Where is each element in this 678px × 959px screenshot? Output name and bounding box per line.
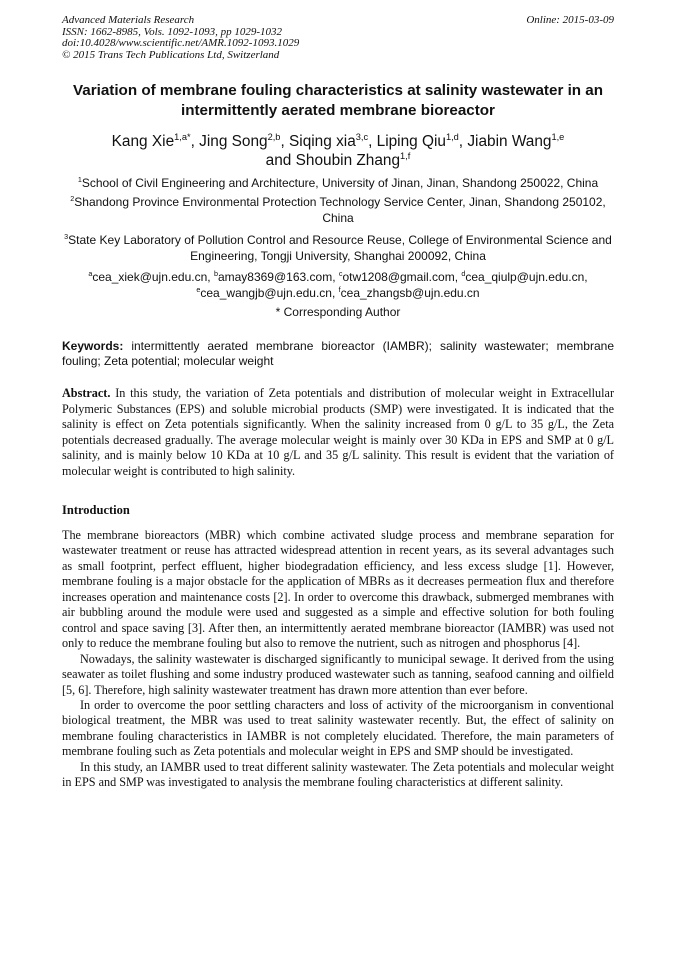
email[interactable]: $^d$cea_qiulp@ujn.edu.cn, bbox=[461, 269, 588, 284]
paragraph: In order to overcome the poor settling characters and loss of activity of the microorganism in conventional biological treatment, the MBR was used to treat salinity wastewater recently. But, the effect of salinity on membrane fouling characteristics in IAMBR is not completely elucidated. Therefore, the main parameters of membrane fouling such as Zeta potentials and molecular weight in EPS and SMP should be investigated. bbox=[62, 697, 614, 759]
keywords-label: Keywords: bbox=[62, 339, 124, 353]
keywords-block bbox=[62, 339, 614, 369]
introduction-body bbox=[62, 528, 614, 791]
paragraph: Nowadays, the salinity wastewater is discharged significantly to municipal sewage. It derived from the using seawater as toilet flushing and some industry produced wastewater such as tanning, seafood canning and oilfield [5, 6]. Therefore, high salinity wastewater treatment has drawn more attention than ever before. bbox=[62, 651, 614, 697]
author-list: Kang Xie$^{1,a*}$, Jing Song$^{2,b}$, Siqing xia$^{3,c}$, Liping Qiu$^{1,d}$, Jiabin Wang$^{1,e}$ and Shoubin Zhang$^{1,f}$ bbox=[111, 131, 565, 169]
paragraph: The membrane bioreactors (MBR) which combine activated sludge process and membrane separation for wastewater treatment or reuse has attracted widespread attention in recent years, as its several advantages such as small footprint, perfect effluent, higher biodegradation efficiency, and less excess sludge [1]. However, membrane fouling is a major obstacle for the application of MBRs as it decreases permeation flux and therefore increases operation and maintenance costs [2]. In order to overcome this drawback, submerged membranes with air bubbling around the module were used and suggested as a simple and effective solution for both fouling control and space saving [3]. After then, an intermittently aerated membrane bioreactor (IAMBR) was used not only to reduce the membrane fouling but also to remove the nutrient, such as nitrogen and phosphorus [4]. bbox=[62, 528, 614, 651]
keywords-text: intermittently aerated membrane bioreactor (IAMBR); salinity wastewater; membrane fouling; Zeta potential; molecular weight bbox=[62, 339, 614, 368]
affiliation: $^2$Shandong Province Environmental Protection Technology Service Center, Jinan, Shandong 250102, China bbox=[70, 194, 606, 225]
abstract-text: In this study, the variation of Zeta potentials and distribution of molecular weight in Extracellular Polymeric Substances (EPS) and soluble microbial products (SMP) were investigated. It is indicated that the salinity is effect on Zeta potentials significantly. When the salinity increased from 0 g/L to 35 g/L, the Zeta potentials decreased gradually. The average molecular weight is mainly over 30 KDa in EPS and SMP at 0 g/L salinity, and is mainly below 10 KDa at 10 g/L and 35 g/L salinity. This result is evident that the variation of molecular weight is contributed to high salinity. bbox=[62, 386, 614, 478]
author: Shoubin Zhang$^{1,f}$ bbox=[295, 150, 411, 169]
journal-header bbox=[62, 15, 299, 61]
email[interactable]: $^b$amay8369@163.com bbox=[213, 269, 333, 284]
abstract-label: Abstract. bbox=[62, 386, 111, 400]
abstract bbox=[62, 386, 614, 479]
affiliation: $^3$State Key Laboratory of Pollution Control and Resource Reuse, College of Environmental Science and Engineering, Tongji University, Shanghai 200092, China bbox=[64, 232, 612, 263]
author: Jing Song$^{2,b}$ bbox=[199, 131, 281, 150]
corresponding-author-note: * Corresponding Author bbox=[275, 305, 401, 319]
journal-name: Advanced Materials Research bbox=[62, 14, 195, 26]
online-date: Online: 2015-03-09 bbox=[526, 14, 614, 26]
paper-title: Variation of membrane fouling characteristics at salinity wastewater in an intermittently aerated membrane bioreactor bbox=[72, 82, 604, 119]
author: Siqing xia$^{3,c}$ bbox=[289, 131, 369, 150]
author: Liping Qiu$^{1,d}$ bbox=[376, 131, 459, 150]
section-heading-introduction: Introduction bbox=[62, 503, 130, 517]
affiliation: $^1$School of Civil Engineering and Architecture, University of Jinan, Jinan, Shandong 250022, China bbox=[77, 175, 599, 190]
author: Jiabin Wang$^{1,e}$ bbox=[467, 131, 565, 150]
email[interactable]: $^c$otw1208@gmail.com bbox=[338, 269, 455, 284]
email[interactable]: $^e$cea_wangjb@ujn.edu.cn bbox=[196, 284, 332, 300]
email[interactable]: $^a$cea_xiek@ujn.edu.cn bbox=[88, 269, 208, 284]
doi-line: doi:10.4028/www.scientific.net/AMR.1092-1093.1029 bbox=[62, 37, 300, 49]
copyright-line: © 2015 Trans Tech Publications Ltd, Switzerland bbox=[62, 48, 280, 61]
email-list: $^a$cea_xiek@ujn.edu.cn, $^b$amay8369@163.com, $^c$otw1208@gmail.com, $^d$cea_qiulp@ujn.edu.cn, $^e$cea_wangjb@ujn.edu.cn, $^f$cea_zhangsb@ujn.edu.cn bbox=[88, 269, 588, 300]
author: Kang Xie$^{1,a*}$ bbox=[111, 131, 191, 150]
paragraph: In this study, an IAMBR used to treat different salinity wastewater. The Zeta potentials and molecular weight in EPS and SMP was investigated to analysis the membrane fouling characteristics at different salinity. bbox=[62, 759, 614, 790]
issn-line: ISSN: 1662-8985, Vols. 1092-1093, pp 1029-1032 bbox=[62, 25, 282, 38]
email[interactable]: $^f$cea_zhangsb@ujn.edu.cn bbox=[338, 284, 480, 300]
